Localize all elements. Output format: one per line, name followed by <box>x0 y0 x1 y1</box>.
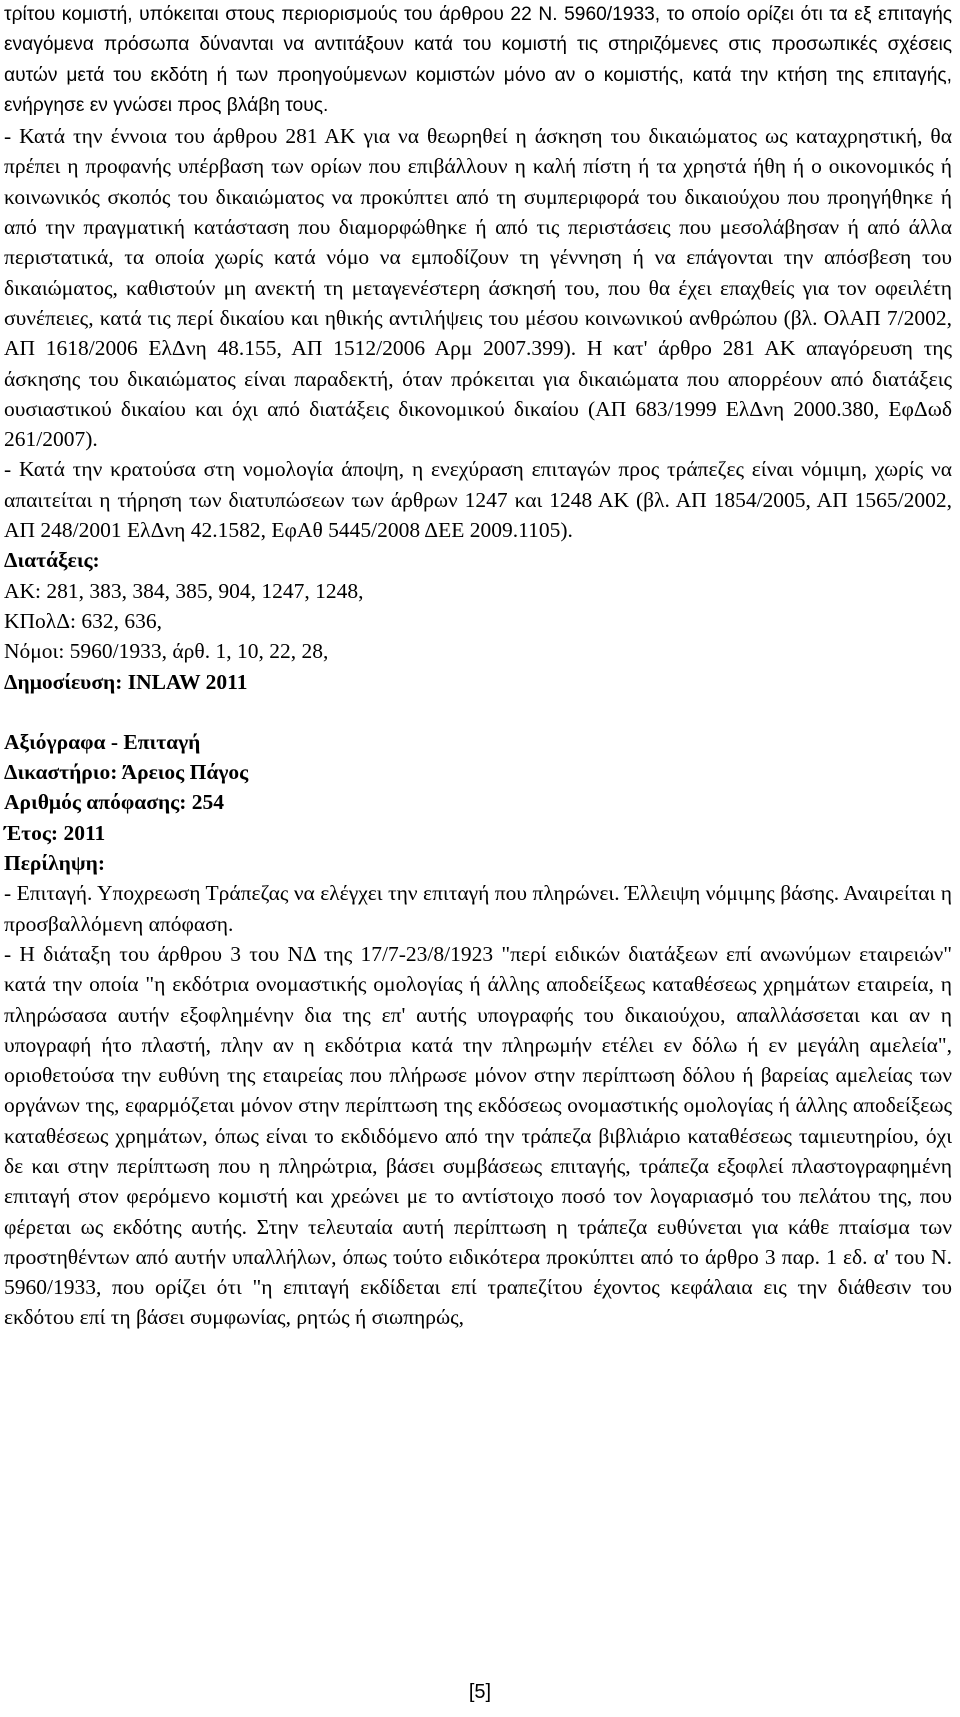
summary-heading: Περίληψη: <box>4 851 106 876</box>
provision-civil-code: ΑΚ: 281, 383, 384, 385, 904, 1247, 1248, <box>4 578 364 603</box>
provision-laws: Νόμοι: 5960/1933, άρθ. 1, 10, 22, 28, <box>4 639 329 664</box>
paragraph-cheque-pledge: - Κατά την κρατούσα στη νομολογία άποψη, η ενεχύραση επιταγών προς τράπεζες είναι νόμιμη, χωρίς να απαιτείται η τήρηση των διατυπώσεων των άρθρων 1247 και 1248 ΑΚ (βλ. ΑΠ 1854/2005, ΑΠ 1565/2002, ΑΠ 248/2001 ΕλΔνη 42.1582, ΕφΑθ 5445/2008 ΔΕΕ 2009.1105). <box>4 457 952 543</box>
section-spacer <box>4 697 952 727</box>
paragraph-article-281: - Κατά την έννοια του άρθρου 281 ΑΚ για να θεωρηθεί η άσκηση του δικαιώματος ως καταχρηστική, θα πρέπει η προφανής υπέρβαση των ορίων που επιβάλλουν η καλή πίστη ή τα χρηστά ήθη ή ο οικονομικός ή κοινωνικός σκοπός του δικαιώματος να προκύπτει από τη συμπεριφορά του δικαιούχου που προηγήθηκε ή από την πραγματική κατάσταση που διαμορφώθηκε ή από τις περιστάσεις που μεσολάβησαν ή από άλλα περιστατικά, τα οποία χωρίς κατά νόμο να εμποδίζουν τη γέννηση ή να επάγονται την απόσβεση του δικαιώματος, καθιστούν μη ανεκτή τη μεταγενέστερη άσκησή του, που θα έχει επαχθείς για τον οφειλέτη συνέπειες, κατά τις περί δικαίου και ηθικής αντιλήψεις του μέσου κοινωνικού ανθρώπου (βλ. ΟλΑΠ 7/2002, ΑΠ 1618/2006 ΕλΔνη 48.155, ΑΠ 1512/2006 Αρμ 2007.399). Η κατ' άρθρο 281 ΑΚ απαγόρευση της άσκησης του δικαιώματος είναι παραδεκτή, όταν πρόκειται για δικαιώματα που απορρέουν από διατάξεις ουσιαστικού δικαίου και όχι από διατάξεις δικονομικού δικαίου (ΑΠ 683/1999 ΕλΔνη 2000.380, ΕφΔωδ 261/2007). <box>4 124 952 452</box>
provision-civil-procedure: ΚΠολΔ: 632, 636, <box>4 608 163 633</box>
provisions-heading: Διατάξεις: <box>4 548 100 573</box>
case-decision-number: Αριθμός απόφασης: 254 <box>4 790 225 815</box>
summary-paragraph-decree-1923: - Η διάταξη του άρθρου 3 του ΝΔ της 17/7-23/8/1923 "περί ειδικών διατάξεων επί ανωνύμων εταιρειών" κατά την οποία "η εκδότρια ονομαστικής ομολογίας ή άλλης αποδείξεως καταθέσεως χρημάτων εταιρεία, η πληρώσασα αυτήν εξοφλημένην δια της επ' αυτής υπογραφής του δικαιούχου, απαλλάσσεται και αν η υπογραφή ήτο πλαστή, πλην αν η εκδότρια κατά την πληρωμήν ετέλει εν δόλω ή εν μεγάλη αμελεία", οριοθετούσα την ευθύνη της εταιρείας που πλήρωσε μόνον στην περίπτωση δόλου ή βαρείας αμελείας των οργάνων της, εφαρμόζεται μόνον στην περίπτωση της εκδόσεως ονομαστικής ομολογίας ή άλλης αποδείξεως καταθέσεως χρημάτων, όπως είναι το εκδιδόμενο από την τράπεζα βιβλιάριο καταθέσεως ταμιευτηρίου, όχι δε και στην περίπτωση που η πληρώτρια, βάσει συμβάσεως επιταγής, τράπεζα εξοφλεί πλαστογραφημένη επιταγή στον φερόμενο κομιστή και χρεώνει με το αντίστοιχο ποσό τον λογαριασμό του πελάτου της, που φέρεται ως εκδότης αυτής. Στην τελευταία αυτή περίπτωση η τράπεζα ευθύνεται για κάθε πταίσμα των προστηθέντων από αυτήν υπαλλήλων, όπως τούτο ειδικότερα προκύπτει από το άρθρο 3 παρ. 1 εδ. α' του Ν. 5960/1933, που ορίζει ότι "η επιταγή εκδίδεται επί τραπεζίτου έχοντος κεφάλαια εις την διάθεσιν του εκδότου επί τη βάσει συμφωνίας, ρητώς ή σιωπηρώς, <box>4 941 952 1330</box>
case-court: Δικαστήριο: Άρειος Πάγος <box>4 760 249 785</box>
publication-line: Δημοσίευση: INLAW 2011 <box>4 669 248 694</box>
document-body <box>4 0 952 1333</box>
page-number: [5] <box>468 1681 492 1703</box>
case-category: Αξιόγραφα - Επιταγή <box>4 729 201 754</box>
paragraph-continuation: τρίτου κομιστή, υπόκειται στους περιορισμούς του άρθρου 22 Ν. 5960/1933, το οποίο ορίζει ότι τα εξ επιταγής εναγόμενα πρόσωπα δύνανται να αντιτάξουν κατά του κομιστή τις στηριζόμενες στις προσωπικές σχέσεις αυτών μετά του εκδότη ή των προηγούμενων κομιστών μόνο αν ο κομιστής, κατά την κτήση της επιταγής, ενήργησε εν γνώσει προς βλάβη τους. <box>4 4 952 116</box>
case-year: Έτος: 2011 <box>4 820 106 845</box>
summary-paragraph-cheque-bank: - Επιταγή. Υποχρεωση Τράπεζας να ελέγχει την επιταγή που πληρώνει. Έλλειψη νόμιμης βάσης. Αναιρείται η προσβαλλόμενη απόφαση. <box>4 881 952 936</box>
